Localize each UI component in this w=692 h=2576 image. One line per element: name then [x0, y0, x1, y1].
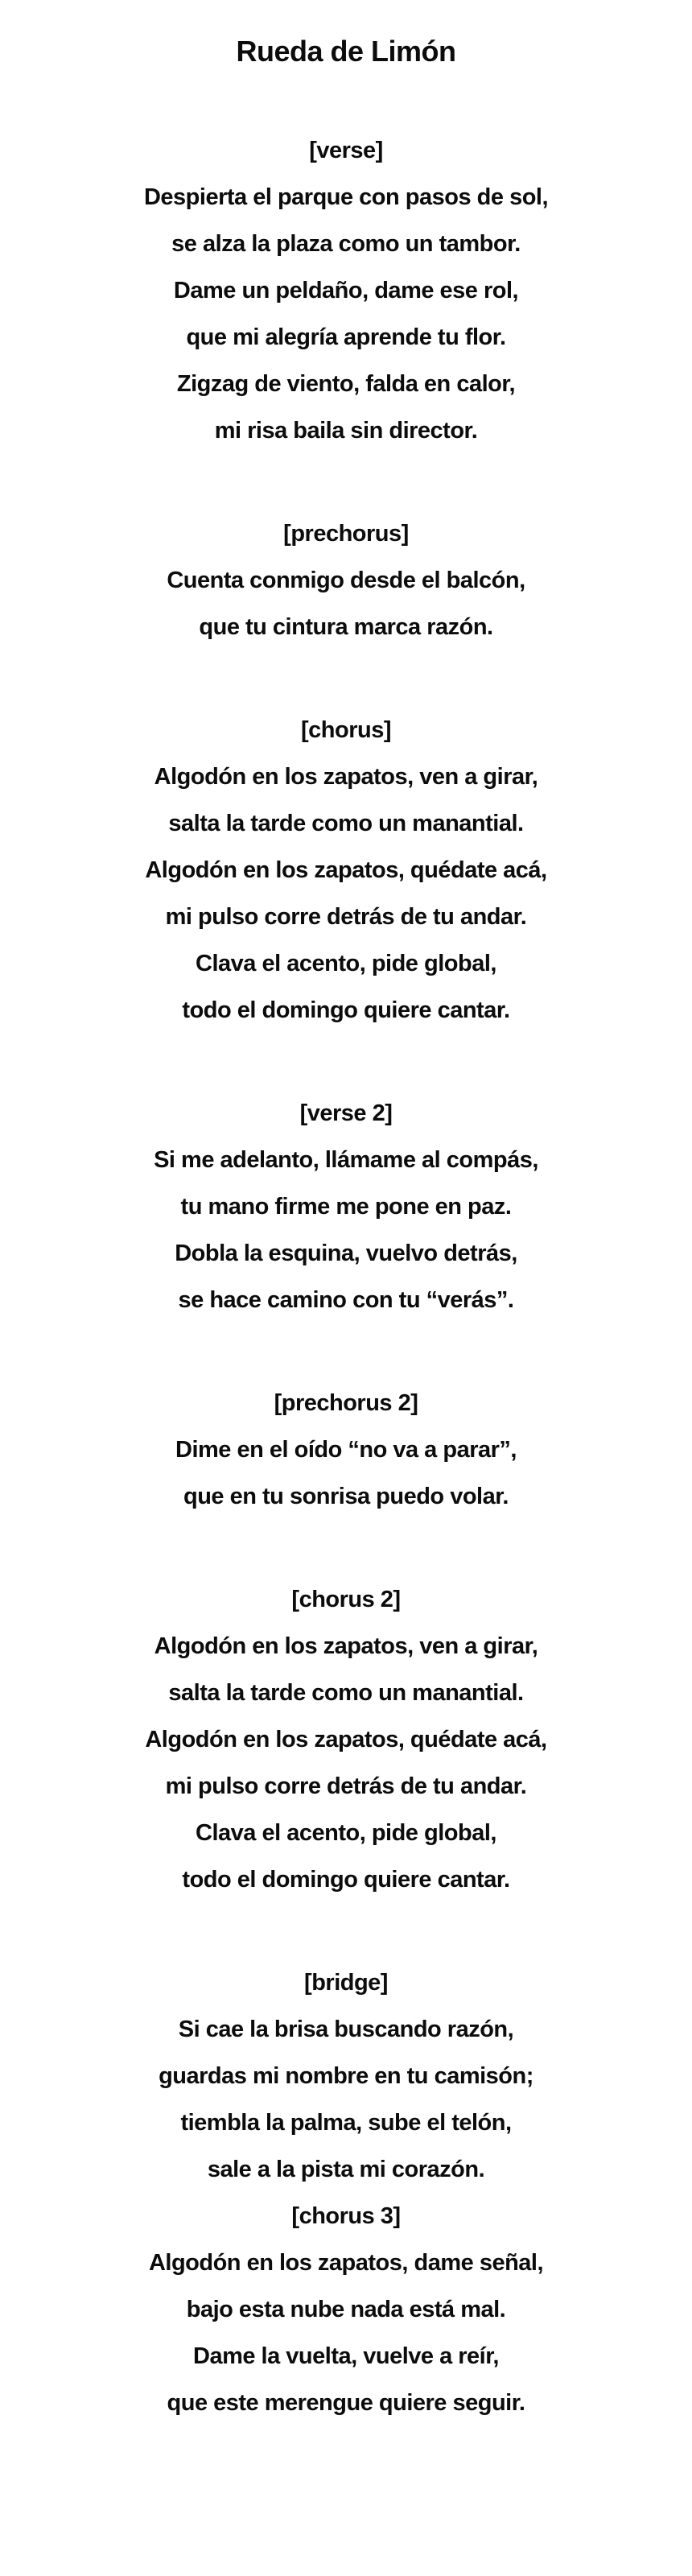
lyric-line: se hace camino con tu “verás”.: [178, 1287, 514, 1313]
section-label: [chorus 2]: [291, 1587, 401, 1612]
lyric-line: que mi alegría aprende tu flor.: [186, 324, 506, 350]
lyric-line: Algodón en los zapatos, ven a girar,: [154, 1633, 538, 1659]
lyric-line: Dame la vuelta, vuelve a reír,: [193, 2343, 499, 2369]
section-chorus-3: [0, 2193, 692, 2426]
lyric-line: que tu cintura marca razón.: [199, 614, 493, 640]
section-label: [verse]: [309, 138, 383, 163]
lyric-line: Algodón en los zapatos, dame señal,: [148, 2250, 544, 2276]
lyric-line: que en tu sonrisa puedo volar.: [183, 1484, 509, 1509]
section-verse-2: [0, 1090, 692, 1323]
lyric-line: sale a la pista mi corazón.: [207, 2157, 485, 2182]
section-label: [verse 2]: [299, 1100, 393, 1126]
lyric-line: que este merengue quiere seguir.: [167, 2390, 525, 2416]
lyric-line: Algodón en los zapatos, quédate acá,: [145, 857, 547, 883]
lyric-line: Cuenta conmigo desde el balcón,: [167, 568, 525, 593]
lyric-line: Dime en el oído “no va a parar”,: [175, 1437, 517, 1463]
lyric-line: Zigzag de viento, falda en calor,: [176, 371, 516, 397]
section-prechorus-2: [0, 1380, 692, 1520]
section-chorus: [0, 707, 692, 1034]
song-title: Rueda de Limón: [236, 35, 456, 68]
lyric-line: todo el domingo quiere cantar.: [182, 1867, 510, 1893]
section-chorus-2: [0, 1576, 692, 1903]
lyric-line: Si me adelanto, llámame al compás,: [154, 1147, 538, 1173]
lyric-line: salta la tarde como un manantial.: [168, 1680, 524, 1706]
lyric-line: Algodón en los zapatos, quédate acá,: [145, 1727, 547, 1752]
section-label: [prechorus 2]: [274, 1390, 418, 1416]
lyric-line: se alza la plaza como un tambor.: [171, 231, 521, 257]
lyric-line: mi risa baila sin director.: [214, 418, 478, 444]
lyric-line: Clava el acento, pide global,: [196, 1820, 496, 1846]
lyric-line: Si cae la brisa buscando razón,: [178, 2017, 514, 2042]
section-label: [chorus]: [301, 717, 391, 743]
lyric-line: Algodón en los zapatos, ven a girar,: [154, 764, 538, 790]
lyric-line: guardas mi nombre en tu camisón;: [159, 2063, 533, 2089]
section-label: [prechorus]: [283, 521, 409, 547]
lyric-line: Dame un peldaño, dame ese rol,: [173, 278, 519, 303]
section-label: [chorus 3]: [291, 2203, 401, 2229]
lyric-line: Despierta el parque con pasos de sol,: [143, 184, 549, 210]
lyric-line: mi pulso corre detrás de tu andar.: [165, 904, 527, 930]
lyric-line: tiembla la palma, sube el telón,: [180, 2110, 512, 2136]
section-prechorus: [0, 510, 692, 650]
lyric-line: tu mano firme me pone en paz.: [180, 1194, 512, 1220]
section-label: [bridge]: [304, 1970, 388, 1996]
lyric-line: Clava el acento, pide global,: [196, 951, 496, 976]
lyric-line: salta la tarde como un manantial.: [168, 811, 524, 836]
lyric-line: mi pulso corre detrás de tu andar.: [165, 1773, 527, 1799]
lyric-line: Dobla la esquina, vuelvo detrás,: [175, 1241, 517, 1266]
lyric-line: bajo esta nube nada está mal.: [186, 2297, 506, 2322]
lyric-line: todo el domingo quiere cantar.: [182, 997, 510, 1023]
section-bridge: [0, 1959, 692, 2193]
section-verse: [0, 127, 692, 454]
